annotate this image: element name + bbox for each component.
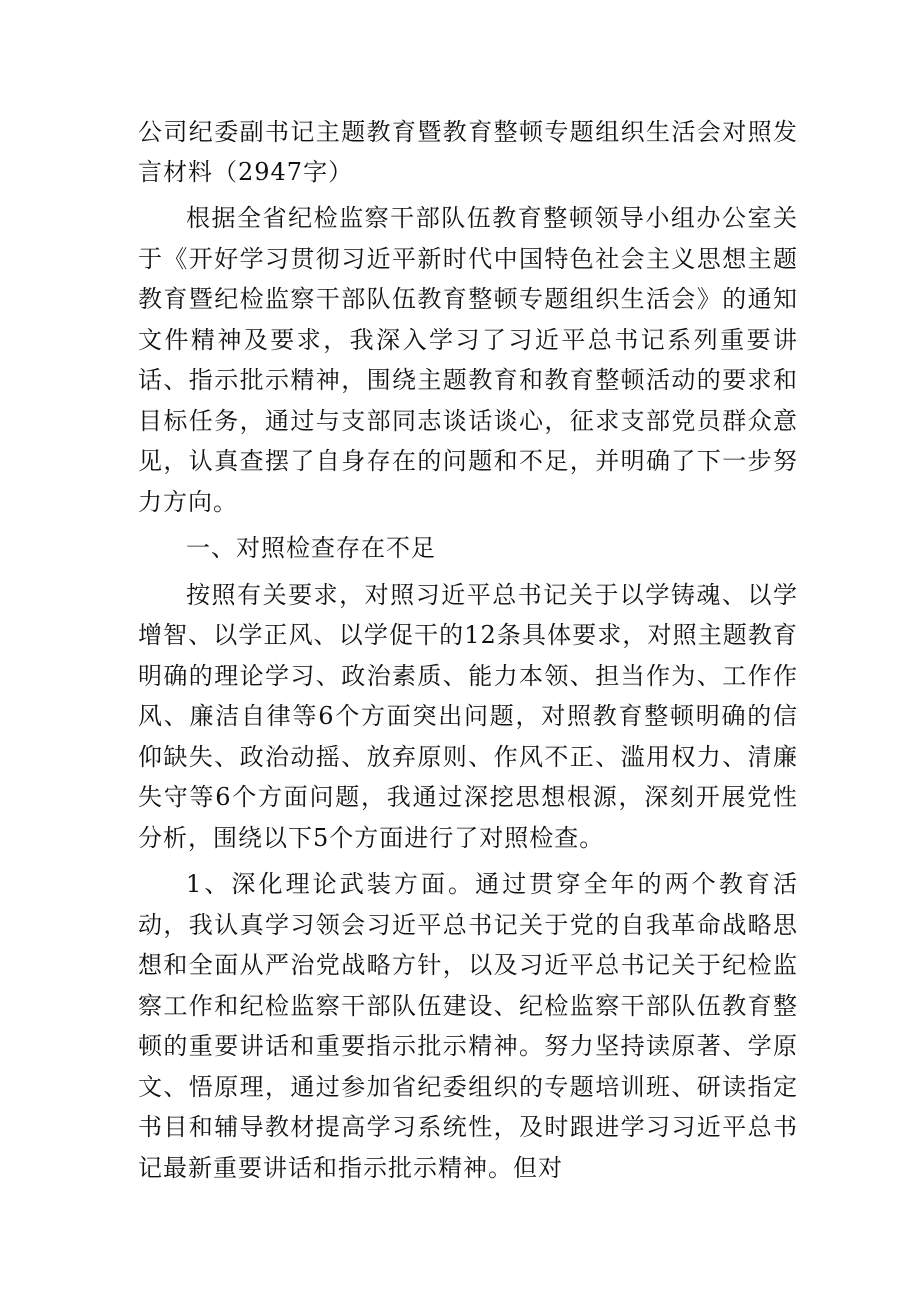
section-paragraph: 按照有关要求，对照习近平总书记关于以学铸魂、以学增智、以学正风、以学促干的12条具体要求，对照主题教育明确的理论学习、政治素质、能力本领、担当作为、工作作风、廉洁自律等6个方面突出问题，对照教育整顿明确的信仰缺失、政治动摇、放弃原则、作风不正、滥用权力、清廉失守等6个方面问题，我通过深挖思想根源，深刻开展党性分析，围绕以下5个方面进行了对照检查。	[138, 580, 798, 852]
document-title: 公司纪委副书记主题教育暨教育整顿专题组织生活会对照发言材料（2947字）	[138, 118, 798, 186]
document-body	[138, 112, 798, 1194]
item-paragraph: 1、深化理论武装方面。通过贯穿全年的两个教育活动，我认真学习领会习近平总书记关于党的自我革命战略思想和全面从严治党战略方针，以及习近平总书记关于纪检监察工作和纪检监察干部队伍建设、纪检监察干部队伍教育整顿的重要讲话和重要指示批示精神。努力坚持读原著、学原文、悟原理，通过参加省纪委组织的专题培训班、研读指定书目和辅导教材提高学习系统性，及时跟进学习习近平总书记最新重要讲话和指示批示精神。但对	[138, 870, 798, 1182]
section-heading: 一、对照检查存在不足	[186, 534, 436, 562]
intro-paragraph: 根据全省纪检监察干部队伍教育整顿领导小组办公室关于《开好学习贯彻习近平新时代中国特色社会主义思想主题教育暨纪检监察干部队伍教育整顿专题组织生活会》的通知文件精神及要求，我深入学习了习近平总书记系列重要讲话、指示批示精神，围绕主题教育和教育整顿活动的要求和目标任务，通过与支部同志谈话谈心，征求支部党员群众意见，认真查摆了自身存在的问题和不足，并明确了下一步努力方向。	[138, 204, 798, 516]
